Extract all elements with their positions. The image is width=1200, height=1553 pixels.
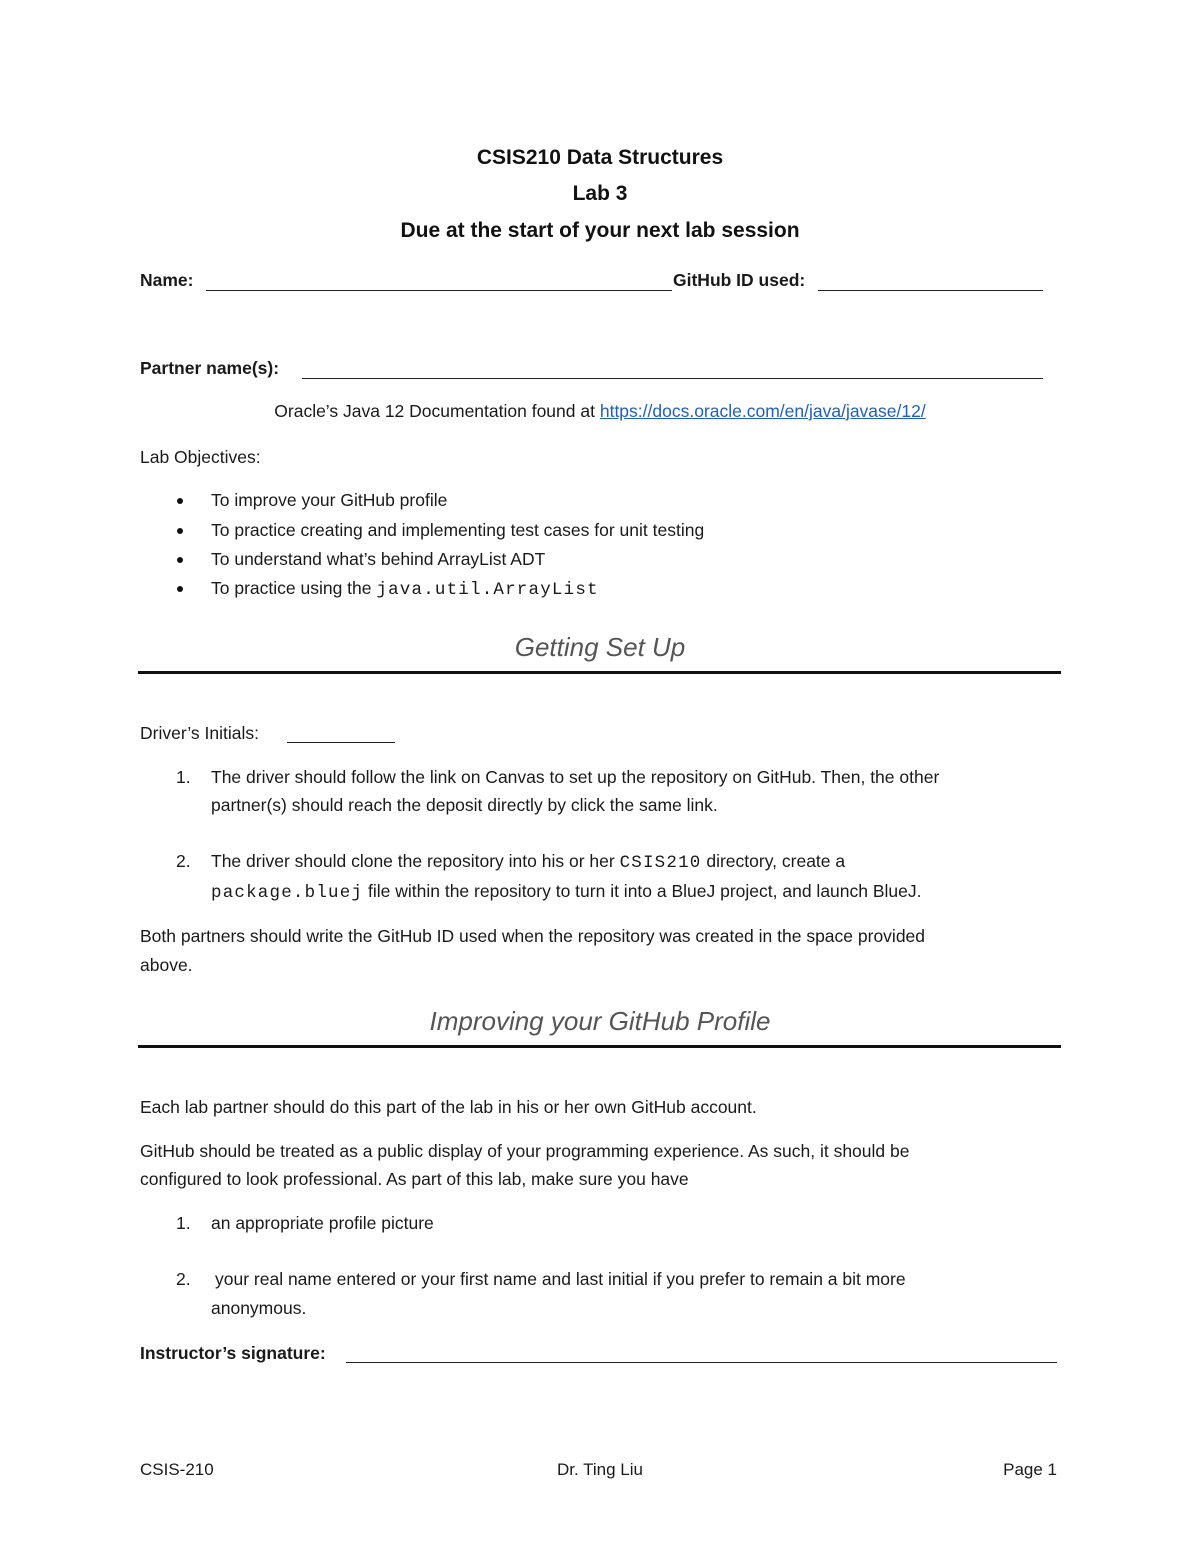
partner-label: Partner name(s): — [140, 358, 280, 378]
profile-para2-line1: GitHub should be treated as a public display of your programming experience. As such, it should be — [140, 1141, 910, 1161]
bullet-icon — [177, 498, 183, 504]
profile-item2-line1: your real name entered or your first name and last initial if you prefer to remain a bit more — [215, 1269, 906, 1289]
github-id-blank[interactable] — [818, 290, 1043, 291]
profile-item2-line2: anonymous. — [211, 1298, 307, 1318]
due-date: Due at the start of your next lab session — [400, 219, 800, 242]
partner-blank[interactable] — [302, 378, 1043, 379]
step-number: 1. — [176, 767, 191, 787]
step1-line2: partner(s) should reach the deposit directly by click the same link. — [211, 795, 718, 815]
github-id-label: GitHub ID used: — [673, 270, 806, 290]
section-heading-setup: Getting Set Up — [514, 632, 686, 662]
section-heading-profile: Improving your GitHub Profile — [429, 1006, 771, 1036]
footer-page: Page 1 — [1003, 1460, 1057, 1479]
objectives-label: Lab Objectives: — [140, 447, 261, 467]
step2-line1: The driver should clone the repository into his or her CSIS210 directory, create a — [211, 851, 846, 873]
driver-initials-label: Driver’s Initials: — [140, 723, 259, 743]
driver-initials-blank[interactable] — [287, 742, 395, 743]
course-title: CSIS210 Data Structures — [476, 146, 724, 169]
step1-line1: The driver should follow the link on Canvas to set up the repository on GitHub. Then, the other — [211, 767, 940, 787]
step2-line2: package.bluej file within the repository to turn it into a BlueJ project, and launch BlueJ. — [211, 881, 922, 903]
docs-prefix: Oracle’s Java 12 Documentation found at — [274, 401, 595, 421]
docs-line — [0, 401, 1200, 422]
lab-number: Lab 3 — [572, 182, 628, 205]
partners-note-line1: Both partners should write the GitHub ID used when the repository was created in the space provided — [140, 926, 926, 946]
signature-label: Instructor’s signature: — [140, 1343, 326, 1363]
profile-para2-line2: configured to look professional. As part of this lab, make sure you have — [140, 1169, 689, 1189]
name-label: Name: — [140, 270, 194, 290]
objective-text: To practice creating and implementing test cases for unit testing — [211, 520, 705, 540]
code-arraylist: java.util.ArrayList — [376, 580, 599, 600]
section-divider — [138, 1045, 1061, 1048]
name-blank[interactable] — [206, 290, 672, 291]
profile-para1: Each lab partner should do this part of the lab in his or her own GitHub account. — [140, 1097, 757, 1117]
bullet-icon — [177, 528, 183, 534]
signature-blank[interactable] — [346, 1362, 1057, 1363]
code-dir: CSIS210 — [619, 853, 702, 873]
objective-text: To practice using the java.util.ArrayList — [211, 578, 599, 600]
objective-text: To improve your GitHub profile — [211, 490, 448, 510]
footer-course: CSIS-210 — [140, 1460, 214, 1479]
code-file: package.bluej — [211, 883, 364, 903]
step-number: 2. — [176, 851, 191, 871]
profile-item1: an appropriate profile picture — [211, 1213, 434, 1233]
section-divider — [138, 671, 1061, 674]
partners-note-line2: above. — [140, 955, 193, 975]
item-number: 2. — [176, 1269, 191, 1289]
docs-link[interactable]: https://docs.oracle.com/en/java/javase/12/ — [599, 401, 926, 421]
bullet-icon — [177, 586, 183, 592]
objective-text: To understand what’s behind ArrayList ADT — [211, 549, 546, 569]
bullet-icon — [177, 557, 183, 563]
footer-author: Dr. Ting Liu — [557, 1460, 643, 1479]
item-number: 1. — [176, 1213, 191, 1233]
